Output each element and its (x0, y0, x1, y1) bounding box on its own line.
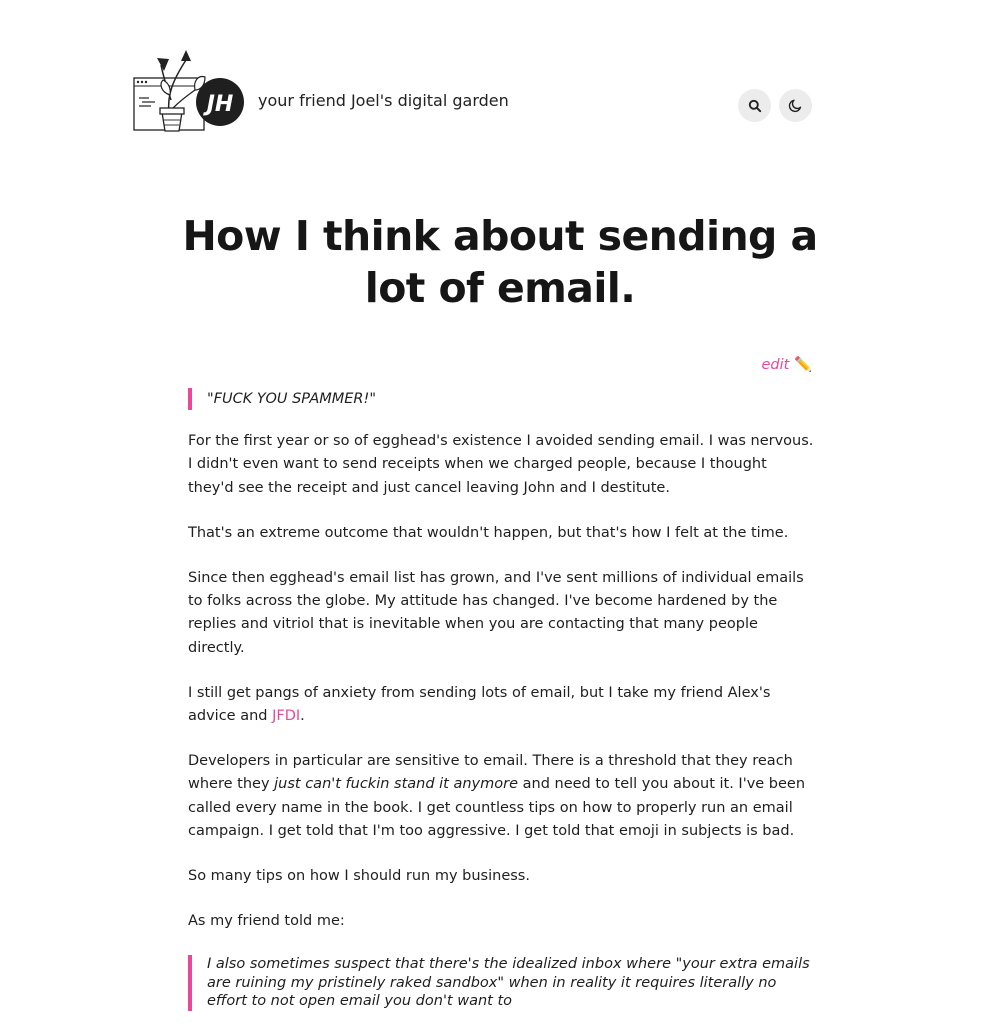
emphasis: just can't fuckin stand it anymore (274, 776, 519, 793)
pencil-icon: ✏️ (793, 357, 812, 373)
paragraph: Since then egghead's email list has grown, and I've sent millions of individual emails to folks across the globe. My attitude has changed. I've become hardened by the replies and vitriol that is inevitable when you are contacting that many people directly. (188, 569, 804, 656)
theme-toggle-button[interactable] (779, 89, 812, 122)
site-title[interactable]: your friend Joel's digital garden (258, 91, 509, 110)
site-logo[interactable] (133, 40, 245, 135)
garden-logo-icon (133, 40, 245, 135)
paragraph: For the first year or so of egghead's existence I avoided sending email. I was nervous. I didn't even want to send receipts when we charged people, because I thought they'd see the receipt and just cancel leaving John and I destitute. (188, 433, 814, 496)
blockquote: "FUCK YOU SPAMMER!" (188, 388, 814, 410)
paragraph (188, 682, 814, 729)
paragraph: As my friend told me: (188, 913, 345, 930)
svg-text:JH: JH (206, 92, 234, 117)
site-header (133, 40, 813, 135)
post-content (188, 388, 814, 1032)
jfdi-link[interactable]: JFDI (272, 708, 301, 725)
paragraph (188, 750, 814, 844)
paragraph-text: and need to tell you about it. I've been called every name in the book. I get countless tips on how to properly run an email campaign. I get told that I'm too aggressive. I get told that emoji in subjects is bad. (188, 776, 806, 840)
search-icon (748, 99, 762, 113)
paragraph-text: . (300, 708, 305, 725)
blockquote: I also sometimes suspect that there's the idealized inbox where "your extra emails are ruining my pristinely raked sandbox" when in reality it requires literally no effort to not open email you don't want to (188, 955, 814, 1011)
moon-icon (788, 98, 803, 113)
search-button[interactable] (738, 89, 771, 122)
edit-link[interactable] (761, 356, 812, 373)
post-title: How I think about sending a lot of email. (182, 212, 818, 312)
paragraph-text: Developers in particular are sensitive to email. There is a threshold that they reach where they (188, 753, 793, 793)
paragraph-text: I still get pangs of anxiety from sending lots of email, but I take my friend Alex's advice and (188, 684, 771, 725)
edit-label: edit (761, 357, 790, 373)
paragraph: So many tips on how I should run my business. (188, 868, 530, 885)
paragraph: That's an extreme outcome that wouldn't happen, but that's how I felt at the time. (188, 524, 789, 541)
